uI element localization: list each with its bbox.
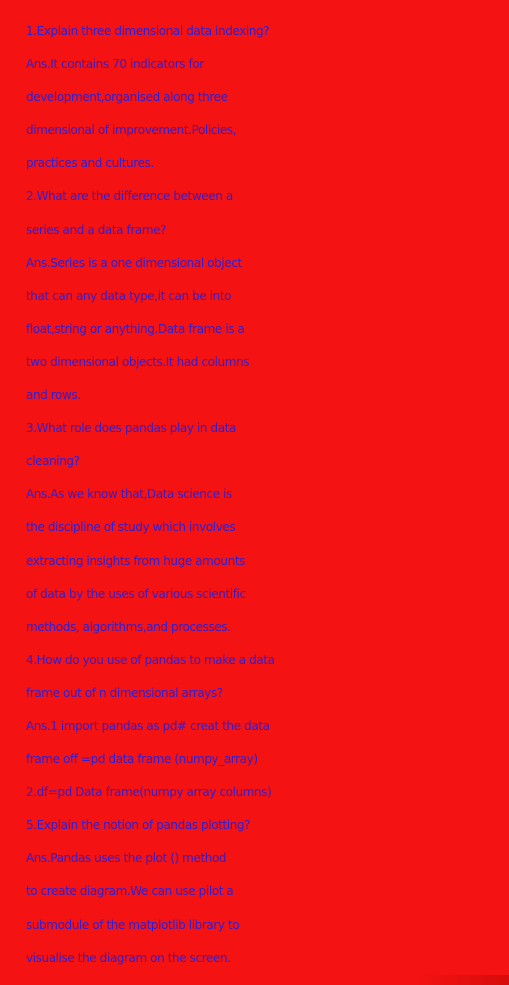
question-1-line: 1.Explain three dimensional data indexing? [26, 24, 270, 38]
answer-2-line: and rows. [26, 388, 81, 403]
corner-shadow [419, 975, 509, 985]
question-3-line: cleaning? [26, 454, 80, 469]
answer-5-line: submodule of the matplotlib library to [26, 917, 240, 932]
notes-text-block [26, 15, 509, 975]
answer-2-line: Ans.Series is a one dimensional object [26, 255, 242, 270]
answer-2-line: two dimensional objects.It had columns [26, 354, 250, 369]
answer-4-line: 2.df=pd Data frame(numpy array columns) [26, 785, 272, 800]
answer-3-line: extracting insights from huge amounts [26, 553, 245, 568]
answer-3-line: methods, algorithms,and processes. [26, 619, 231, 634]
answer-3-line: of data by the uses of various scientific [26, 586, 246, 601]
question-5-line: 5.Explain the notion of pandas plotting? [26, 818, 251, 833]
answer-1-line: dimensional of improvement.Policies, [26, 123, 237, 138]
answer-5-line: visualise the diagram on the screen. [26, 950, 231, 965]
answer-2-line: that can any data type,it can be into [26, 288, 232, 303]
question-2-line: series and a data frame? [26, 222, 167, 237]
answer-3-line: Ans.As we know that,Data science is [26, 487, 232, 502]
answer-5-line: to create diagram.We can use pilot a [26, 884, 234, 899]
question-4-line: 4.How do you use of pandas to make a data [26, 652, 275, 667]
answer-1-line: Ans.It contains 70 indicators for [26, 57, 204, 72]
question-3-line: 3.What role does pandas play in data [26, 421, 236, 436]
answer-4-line: Ans.1 import pandas as pd# creat the data [26, 718, 270, 733]
answer-1-line: practices and cultures. [26, 156, 154, 171]
question-4-line: frame out of n dimensional arrays? [26, 685, 223, 700]
question-2-line: 2.What are the difference between a [26, 189, 233, 204]
answer-4-line: frame off =pd data frame (numpy_array) [26, 752, 258, 767]
answer-2-line: float,string or anything.Data frame is a [26, 321, 245, 336]
answer-5-line: Ans.Pandas uses the plot () method [26, 851, 227, 866]
answer-3-line: the discipline of study which involves [26, 520, 236, 535]
answer-1-line: development,organised along three [26, 90, 228, 105]
